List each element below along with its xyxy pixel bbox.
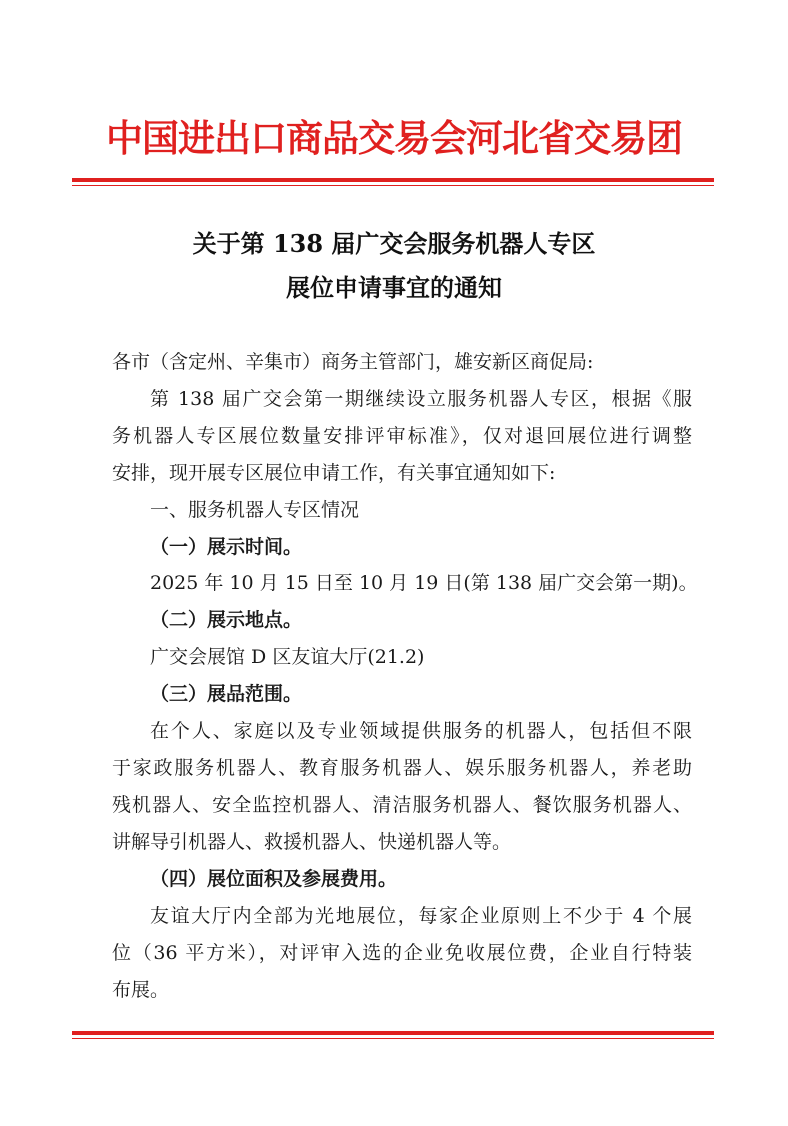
subsection-3-heading: （三）展品范围。 [150,683,303,705]
org-header-title: 中国进出口商品交易会河北省交易团 [106,116,682,160]
footer-red-rule-thin [72,1038,714,1039]
header-red-rule-thin [72,185,714,186]
document-title-line-1: 关于第 138 届广交会服务机器人专区 [192,229,596,258]
subsection-4-line-2: 位（36 平方米），对评审入选的企业免收展位费，企业自行特装 [112,942,692,964]
intro-line-2: 务机器人专区展位数量安排评审标准》，仅对退回展位进行调整 [112,425,692,447]
footer-red-rule-thick [72,1031,714,1035]
intro-line-1: 第 138 届广交会第一期继续设立服务机器人专区，根据《服 [150,388,692,410]
subsection-2-heading: （二）展示地点。 [150,609,303,631]
subsection-3-line-3: 残机器人、安全监控机器人、清洁服务机器人、餐饮服务机器人、 [112,794,692,816]
subsection-3-line-4: 讲解导引机器人、救援机器人、快递机器人等。 [112,831,512,853]
subsection-4-heading: （四）展位面积及参展费用。 [150,868,398,890]
section-1-heading: 一、服务机器人专区情况 [150,499,360,521]
subsection-1-text: 2025 年 10 月 15 日至 10 月 19 日(第 138 届广交会第一期)。 [150,572,698,594]
document-title-line-2: 展位申请事宜的通知 [286,273,502,302]
subsection-3-line-1: 在个人、家庭以及专业领域提供服务的机器人，包括但不限 [150,720,692,742]
subsection-1-heading: （一）展示时间。 [150,536,303,558]
header-red-rule-thick [72,178,714,182]
subsection-4-line-1: 友谊大厅内全部为光地展位，每家企业原则上不少于 4 个展 [150,905,692,927]
salutation: 各市（含定州、辛集市）商务主管部门，雄安新区商促局: [112,351,594,373]
subsection-4-line-3: 布展。 [112,979,170,1001]
subsection-3-line-2: 于家政服务机器人、教育服务机器人、娱乐服务机器人，养老助 [112,757,692,779]
subsection-2-text: 广交会展馆 D 区友谊大厅(21.2) [150,646,425,668]
intro-line-3: 安排，现开展专区展位申请工作，有关事宜通知如下: [112,462,556,484]
